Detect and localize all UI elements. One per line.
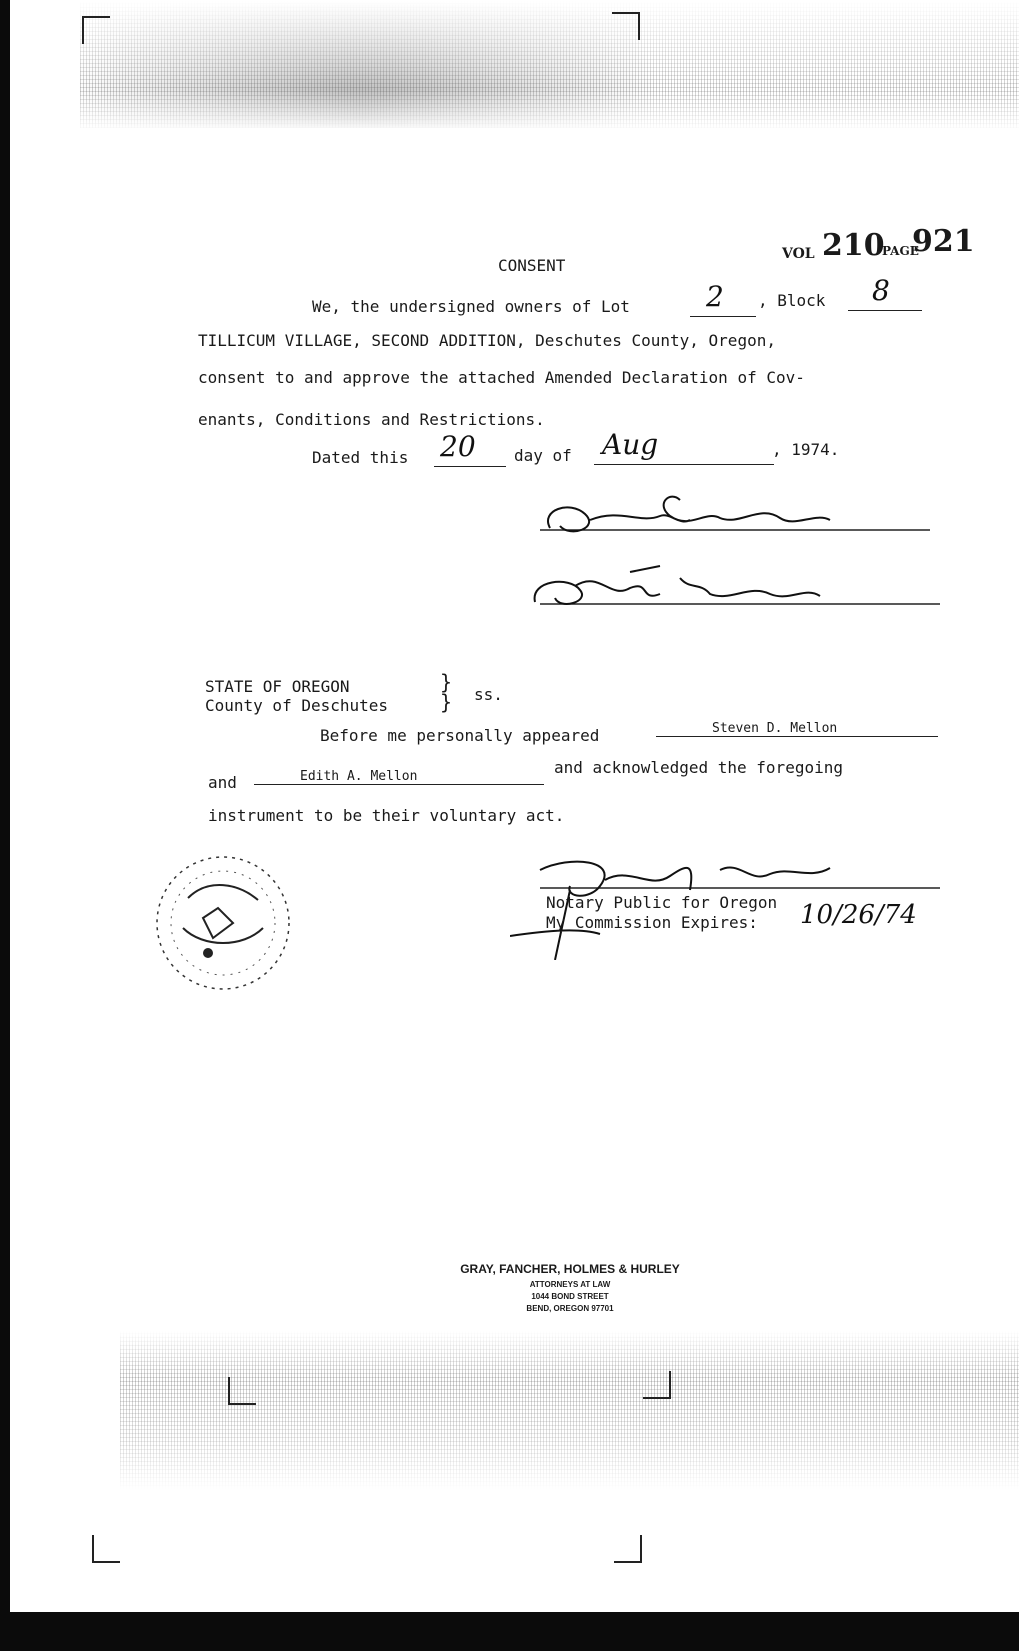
crop-mark-bottom-right	[614, 1535, 642, 1563]
vol-label: VOL	[782, 246, 815, 262]
firm-title: ATTORNEYS AT LAW	[529, 1280, 611, 1289]
scan-noise-bottom	[120, 1330, 1019, 1490]
vol-number: 210	[822, 228, 885, 263]
crop-mark-top-left	[82, 16, 110, 44]
month-value: Aug	[602, 428, 659, 461]
year-value: , 1974.	[772, 440, 840, 459]
crop-mark-top-right	[612, 12, 640, 40]
commission-label: My Commission Expires:	[546, 913, 758, 932]
page-label: PAGE	[882, 244, 919, 258]
day-value: 20	[440, 430, 476, 463]
block-value: 8	[872, 274, 890, 307]
lot-value: 2	[706, 280, 724, 313]
page-number: 921	[912, 224, 975, 259]
block-label: , Block	[758, 291, 826, 310]
day-of-label: day of	[514, 446, 572, 465]
scan-edge-bottom	[0, 1612, 1019, 1651]
appeared-prefix: Before me personally appeared	[320, 726, 600, 745]
person1-name: Steven D. Mellon	[712, 721, 838, 736]
person2-name: Edith A. Mellon	[300, 769, 418, 784]
and-label: and	[208, 773, 237, 792]
firm-street: 1044 BOND STREET	[531, 1292, 609, 1301]
owner-signatures	[530, 490, 940, 620]
instrument-text: instrument to be their voluntary act.	[208, 806, 565, 825]
consent-line4: enants, Conditions and Restrictions.	[198, 410, 545, 429]
notary-public-label: Notary Public for Oregon	[546, 893, 778, 912]
firm-name: GRAY, FANCHER, HOLMES & HURLEY	[460, 1262, 680, 1276]
notary-seal-icon	[148, 848, 298, 998]
county-brace: }	[440, 690, 453, 714]
crop-mark-mid-right	[643, 1371, 671, 1399]
ss-label: ss.	[474, 685, 503, 704]
acknowledged-text: and acknowledged the foregoing	[554, 758, 843, 777]
firm-city: BEND, OREGON 97701	[526, 1304, 614, 1313]
state-label: STATE OF OREGON	[205, 677, 350, 696]
scan-noise-top	[80, 0, 1019, 128]
commission-date: 10/26/74	[800, 900, 917, 930]
consent-line2: TILLICUM VILLAGE, SECOND ADDITION, Deschutes County, Oregon,	[198, 331, 776, 350]
consent-line3: consent to and approve the attached Amended Declaration of Cov-	[198, 368, 805, 387]
consent-line1-prefix: We, the undersigned owners of Lot	[312, 297, 630, 316]
scan-edge-left	[0, 0, 10, 1651]
county-label: County of Deschutes	[205, 696, 389, 715]
state-brace: }	[440, 670, 453, 694]
consent-title: CONSENT	[498, 256, 566, 275]
crop-mark-bottom-left	[92, 1535, 120, 1563]
dated-prefix: Dated this	[312, 448, 409, 467]
crop-mark-mid-left	[228, 1377, 256, 1405]
